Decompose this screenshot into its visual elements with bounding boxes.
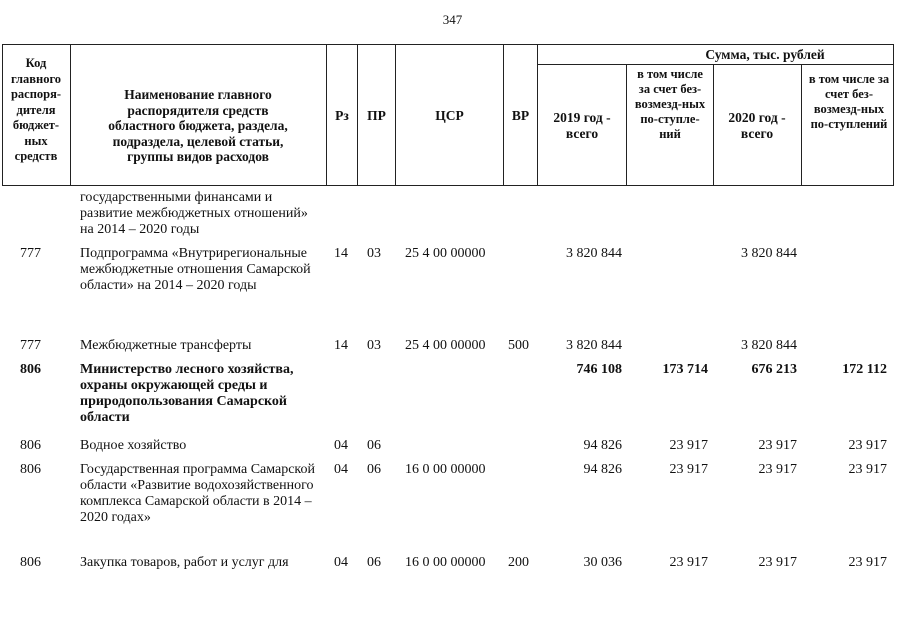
row-name: Межбюджетные трансферты bbox=[80, 338, 252, 353]
row-2019-total: 3 820 844 bbox=[566, 338, 622, 353]
row-2019-total: 3 820 844 bbox=[566, 246, 622, 261]
header-2020-total: 2020 год - всего bbox=[728, 110, 786, 141]
row-code: 806 bbox=[20, 362, 41, 377]
row-2020-free: 23 917 bbox=[848, 438, 887, 453]
divider bbox=[537, 64, 894, 65]
row-code: 806 bbox=[20, 438, 41, 453]
row-rz: 04 bbox=[334, 462, 348, 477]
row-2019-free: 23 917 bbox=[669, 555, 708, 570]
header-pr: ПР bbox=[367, 108, 386, 123]
row-rz: 04 bbox=[334, 555, 348, 570]
row-2020-free: 172 112 bbox=[842, 362, 887, 377]
divider bbox=[713, 64, 714, 186]
row-name: Министерство лесного хозяйства, охраны окружающей среды и природопользования Самарской области bbox=[80, 362, 294, 425]
row-2020-total: 23 917 bbox=[758, 555, 797, 570]
row-2020-total: 3 820 844 bbox=[741, 246, 797, 261]
row-pr: 06 bbox=[367, 462, 381, 477]
row-2019-free: 23 917 bbox=[669, 438, 708, 453]
row-pr: 03 bbox=[367, 338, 381, 353]
row-vr: 500 bbox=[508, 338, 529, 353]
divider bbox=[537, 44, 538, 186]
row-rz: 14 bbox=[334, 246, 348, 261]
row-csr: 25 4 00 00000 bbox=[405, 246, 486, 261]
header-code: Код главного распоря-дителя бюджет-ных средств bbox=[10, 56, 62, 163]
row-2020-total: 3 820 844 bbox=[741, 338, 797, 353]
row-rz: 04 bbox=[334, 438, 348, 453]
row-2020-total: 676 213 bbox=[751, 362, 797, 377]
row-2019-free: 23 917 bbox=[669, 462, 708, 477]
row-vr: 200 bbox=[508, 555, 529, 570]
row-code: 806 bbox=[20, 555, 41, 570]
page-number: 347 bbox=[442, 12, 463, 27]
divider bbox=[70, 44, 71, 186]
divider bbox=[626, 64, 627, 186]
header-2020-free: в том числе за счет без-возмезд-ных по-ступлений bbox=[808, 72, 890, 131]
row-name: Водное хозяйство bbox=[80, 438, 187, 453]
header-2019-free: в том числе за счет без-возмезд-ных по-ступле-ний bbox=[634, 67, 706, 141]
row-2020-total: 23 917 bbox=[758, 438, 797, 453]
row-2020-free: 23 917 bbox=[848, 462, 887, 477]
row-pr: 03 bbox=[367, 246, 381, 261]
header-csr: ЦСР bbox=[435, 108, 464, 123]
row-2020-total: 23 917 bbox=[758, 462, 797, 477]
row-2020-free: 23 917 bbox=[848, 555, 887, 570]
row-rz: 14 bbox=[334, 338, 348, 353]
row-pr: 06 bbox=[367, 438, 381, 453]
header-vr: ВР bbox=[511, 108, 530, 123]
row-2019-total: 746 108 bbox=[576, 362, 622, 377]
row-name: Государственная программа Самарской области «Развитие водохозяйственного комплекса Самарской области в 2014 – 2020 годах» bbox=[80, 462, 316, 525]
row-2019-total: 94 826 bbox=[583, 438, 622, 453]
header-2019-total: 2019 год - всего bbox=[553, 110, 611, 141]
row-2019-total: 30 036 bbox=[583, 555, 622, 570]
row-2019-total: 94 826 bbox=[583, 462, 622, 477]
header-name: Наименование главного распорядителя средств областного бюджета, раздела, подраздела, целевой статьи, группы видов расходов bbox=[108, 87, 288, 164]
divider bbox=[801, 64, 802, 186]
row-pr: 06 bbox=[367, 555, 381, 570]
row-csr: 25 4 00 00000 bbox=[405, 338, 486, 353]
row-code: 777 bbox=[20, 338, 41, 353]
row-csr: 16 0 00 00000 bbox=[405, 555, 486, 570]
row-name: Подпрограмма «Внутрирегиональные межбюджетные отношения Самарской области» на 2014 – 2020 годы bbox=[80, 246, 311, 293]
row-code: 806 bbox=[20, 462, 41, 477]
row-csr: 16 0 00 00000 bbox=[405, 462, 486, 477]
row-name: государственными финансами и развитие межбюджетных отношений» на 2014 – 2020 годы bbox=[80, 190, 308, 237]
row-name: Закупка товаров, работ и услуг для bbox=[80, 555, 289, 570]
header-rz: Рз bbox=[335, 108, 349, 123]
header-sum-group: Сумма, тыс. рублей bbox=[705, 47, 825, 62]
row-2019-free: 173 714 bbox=[662, 362, 708, 377]
row-code: 777 bbox=[20, 246, 41, 261]
